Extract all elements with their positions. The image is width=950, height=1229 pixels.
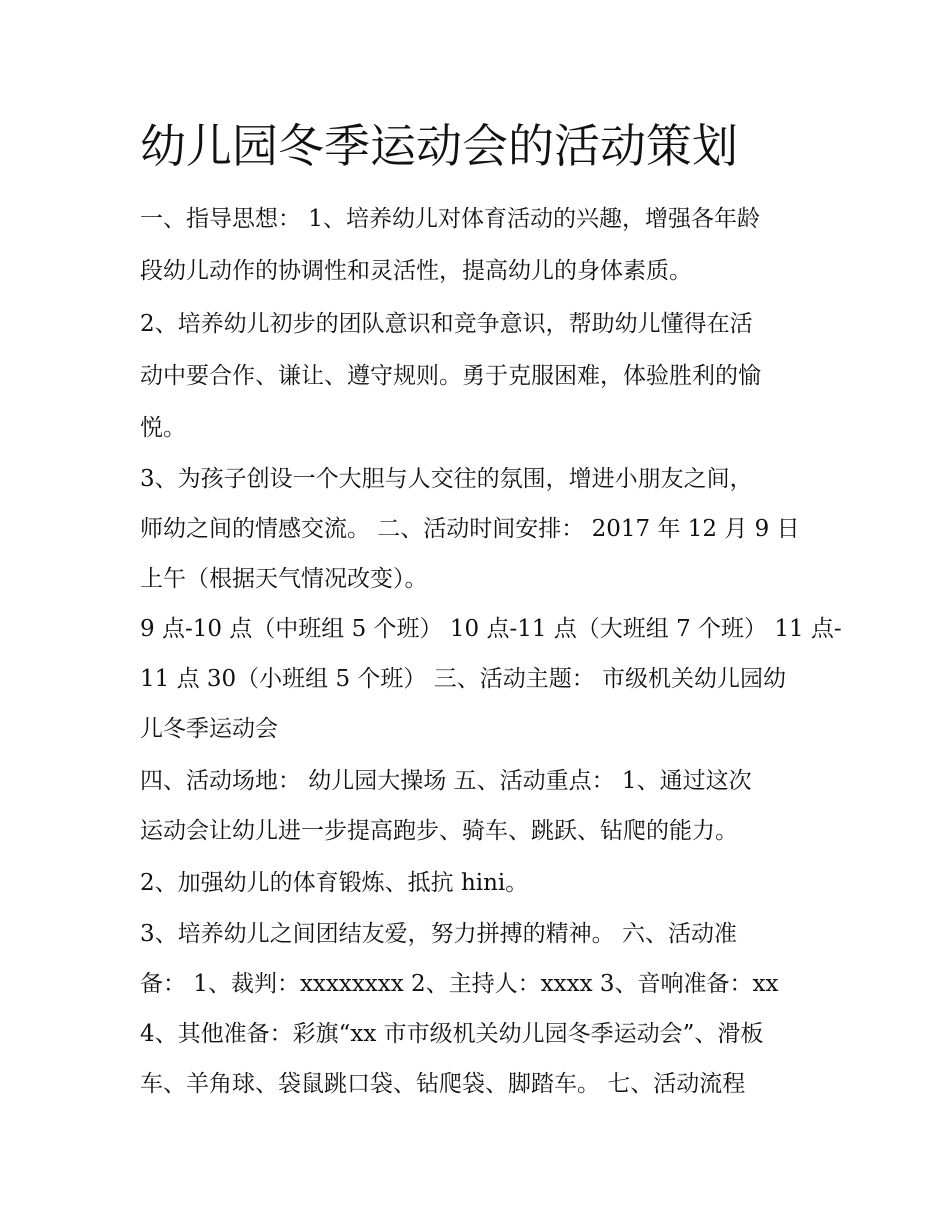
body-line: 4、其他准备：彩旗“xx 市市级机关幼儿园冬季运动会”、滑板 <box>140 1021 764 1047</box>
document-title: 幼儿园冬季运动会的活动策划 <box>140 119 738 173</box>
body-line: 四、活动场地： 幼儿园大操场 五、活动重点： 1、通过这次 <box>140 768 752 794</box>
body-line: 上午（根据天气情况改变）。 <box>140 566 428 592</box>
body-line: 3、为孩子创设一个大胆与人交往的氛围，增进小朋友之间， <box>140 466 753 492</box>
body-line: 备： 1、裁判：xxxxxxxx 2、主持人：xxxx 3、音响准备：xx <box>140 971 779 997</box>
body-line: 一、指导思想： 1、培养幼儿对体育活动的兴趣，增强各年龄 <box>140 206 760 232</box>
body-line: 车、羊角球、袋鼠跳口袋、钻爬袋、脚踏车。 七、活动流程 <box>140 1071 746 1097</box>
body-line: 9 点-10 点（中班组 5 个班） 10 点-11 点（大班组 7 个班） 11 点- <box>140 616 842 642</box>
body-line: 运动会让幼儿进一步提高跑步、骑车、跳跃、钻爬的能力。 <box>140 818 738 844</box>
body-line: 段幼儿动作的协调性和灵活性，提高幼儿的身体素质。 <box>140 258 692 284</box>
body-line: 悦。 <box>140 415 186 441</box>
body-line: 师幼之间的情感交流。 二、活动时间安排： 2017 年 12 月 9 日 <box>140 516 800 542</box>
body-line: 动中要合作、谦让、遵守规则。勇于克服困难，体验胜利的愉 <box>140 363 761 389</box>
body-line: 11 点 30（小班组 5 个班） 三、活动主题： 市级机关幼儿园幼 <box>140 666 787 692</box>
body-line: 儿冬季运动会 <box>140 716 278 742</box>
body-line: 2、培养幼儿初步的团队意识和竞争意识，帮助幼儿懂得在活 <box>140 311 753 337</box>
body-line: 2、加强幼儿的体育锻炼、抵抗 hini。 <box>140 870 529 896</box>
body-line: 3、培养幼儿之间团结友爱，努力拼搏的精神。 六、活动准 <box>140 921 737 947</box>
